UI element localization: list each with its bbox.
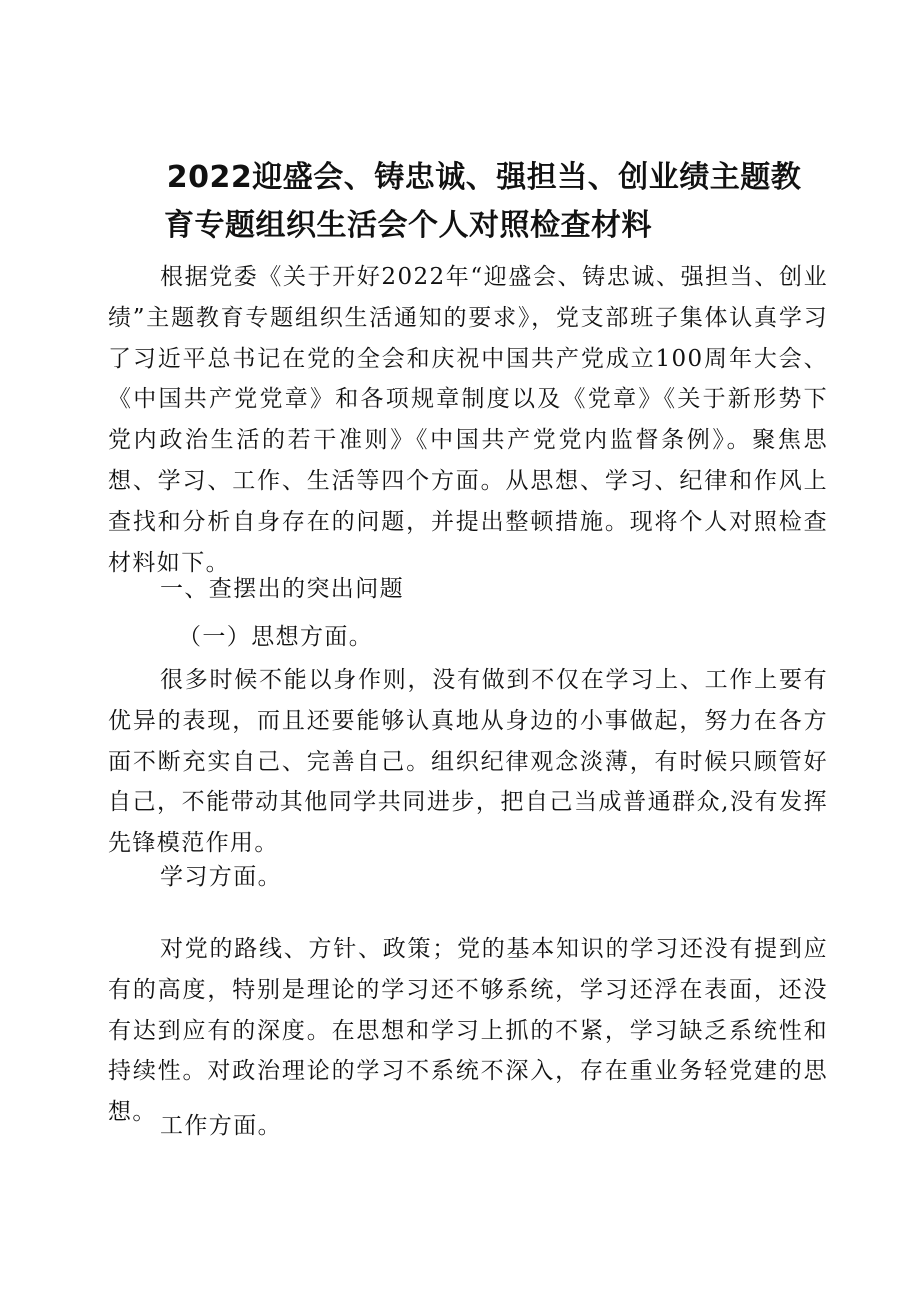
subsection-heading-study: 学习方面。	[160, 864, 282, 890]
document-title-line-1: 2022迎盛会、铸忠诚、强担当、创业绩主题教	[166, 160, 802, 195]
intro-paragraph: 根据党委《关于开好2022年“迎盛会、铸忠诚、强担当、创业绩”主题教育专题组织生活通知的要求》，党支部班子集体认真学习了习近平总书记在党的全会和庆祝中国共产党成立100周年大会、《中国共产党党章》和各项规章制度以及《党章》《关于新形势下党内政治生活的若干准则》《中国共产党党内监督条例》。聚焦思想、学习、工作、生活等四个方面。从思想、学习、纪律和作风上查找和分析自身存在的问题，并提出整顿措施。现将个人对照检查材料如下。	[108, 264, 828, 576]
subsection-heading-work: 工作方面。	[160, 1113, 282, 1139]
document-title-line-2: 育专题组织生活会个人对照检查材料	[164, 208, 652, 243]
thought-paragraph: 很多时候不能以身作则，没有做到不仅在学习上、工作上要有优异的表现，而且还要能够认真地从身边的小事做起，努力在各方面不断充实自己、完善自己。组织纪律观念淡薄，有时候只顾管好自己，不能带动其他同学共同进步，把自己当成普通群众,没有发挥先锋模范作用。	[108, 667, 828, 857]
section-heading-problems: 一、查摆出的突出问题	[160, 576, 404, 602]
study-paragraph: 对党的路线、方针、政策；党的基本知识的学习还没有提到应有的高度，特别是理论的学习还不够系统，学习还浮在表面，还没有达到应有的深度。在思想和学习上抓的不紧，学习缺乏系统性和持续性。对政治理论的学习不系统不深入，存在重业务轻党建的思想。	[108, 936, 828, 1126]
subsection-heading-thought: （一）思想方面。	[178, 624, 374, 650]
